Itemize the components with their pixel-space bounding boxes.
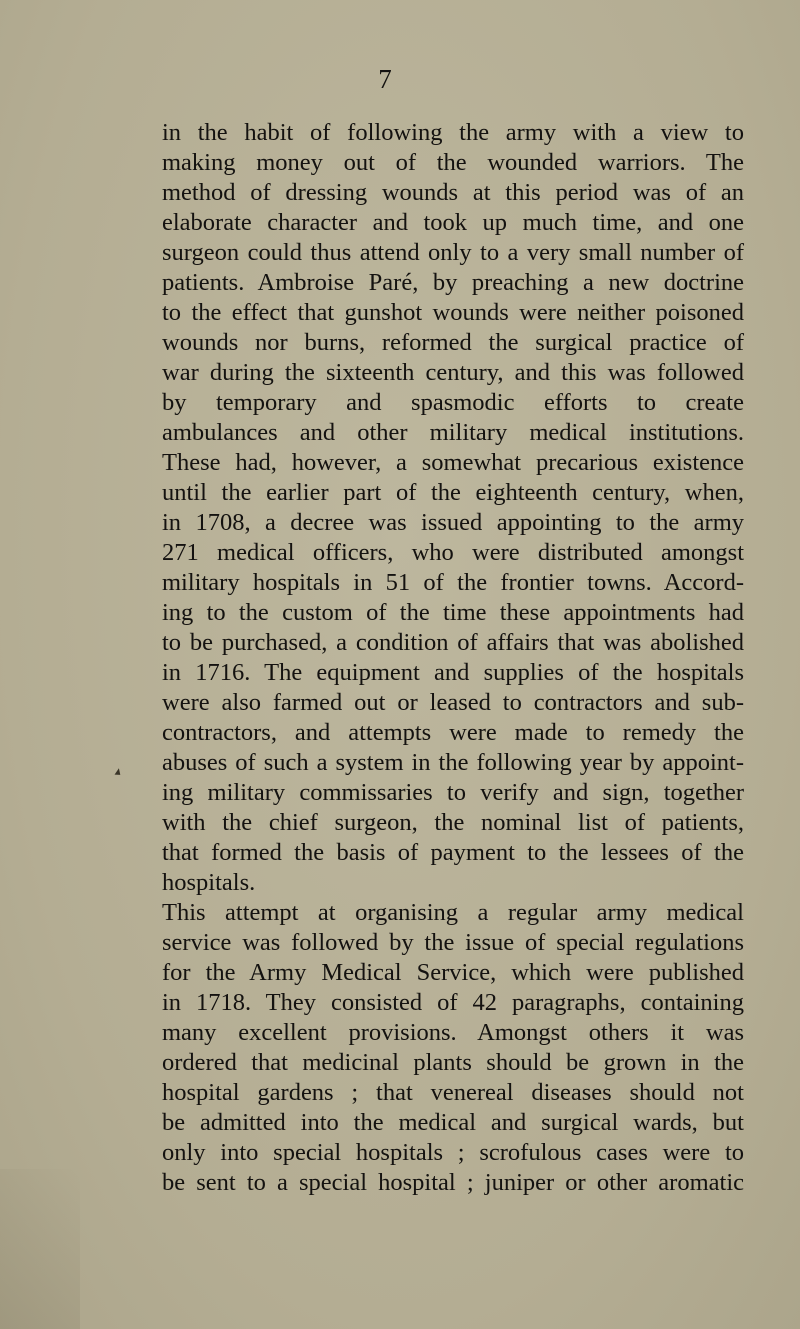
text-line: service was followed by the issue of special regulations [162,929,744,956]
text-line: 271 medical officers, who were distributed amongst [162,539,744,566]
text-line: This attempt at organising a regular army medical [162,899,744,926]
text-line: war during the sixteenth century, and this was followed [162,359,744,386]
text-line: for the Army Medical Service, which were published [162,959,744,986]
text-line: patients. Ambroise Paré, by preaching a new doctrine [162,269,744,296]
text-line: contractors, and attempts were made to remedy the [162,719,744,746]
body-text [162,118,744,1198]
text-line: by temporary and spasmodic efforts to create [162,389,744,416]
text-line: with the chief surgeon, the nominal list of patients, [162,809,744,836]
text-line: hospitals. [162,869,256,896]
text-line: to the effect that gunshot wounds were neither poisoned [162,299,744,326]
text-line: were also farmed out or leased to contractors and sub- [162,689,744,716]
text-line: These had, however, a somewhat precarious existence [162,449,744,476]
text-line: be sent to a special hospital ; juniper or other aromatic [162,1169,744,1196]
text-line: elaborate character and took up much time, and one [162,209,744,236]
text-line: to be purchased, a condition of affairs that was abolished [162,629,744,656]
text-line: in the habit of following the army with a view to [162,119,744,146]
page-number: 7 [378,64,392,94]
text-line: ing military commissaries to verify and sign, together [162,779,744,806]
text-line: until the earlier part of the eighteenth century, when, [162,479,744,506]
text-line: many excellent provisions. Amongst others it was [162,1019,744,1046]
text-line: ordered that medicinal plants should be grown in the [162,1049,744,1076]
text-line: that formed the basis of payment to the lessees of the [162,839,744,866]
text-line: wounds nor burns, reformed the surgical practice of [162,329,744,356]
text-line: in 1718. They consisted of 42 paragraphs, containing [162,989,744,1016]
text-line: ambulances and other military medical institutions. [162,419,744,446]
page-corner-shadow [0,1169,80,1329]
text-line: method of dressing wounds at this period was of an [162,179,744,206]
text-line: surgeon could thus attend only to a very small number of [162,239,744,266]
text-line: in 1708, a decree was issued appointing to the army [162,509,744,536]
text-line: only into special hospitals ; scrofulous cases were to [162,1139,744,1166]
ink-speck-mark [111,766,124,779]
text-line: abuses of such a system in the following year by appoint- [162,749,744,776]
text-line: in 1716. The equipment and supplies of the hospitals [162,659,744,686]
text-line: military hospitals in 51 of the frontier towns. Accord- [162,569,744,596]
text-line: be admitted into the medical and surgical wards, but [162,1109,744,1136]
text-line: ing to the custom of the time these appointments had [162,599,744,626]
text-line: making money out of the wounded warriors. The [162,149,744,176]
text-line: hospital gardens ; that venereal diseases should not [162,1079,744,1106]
